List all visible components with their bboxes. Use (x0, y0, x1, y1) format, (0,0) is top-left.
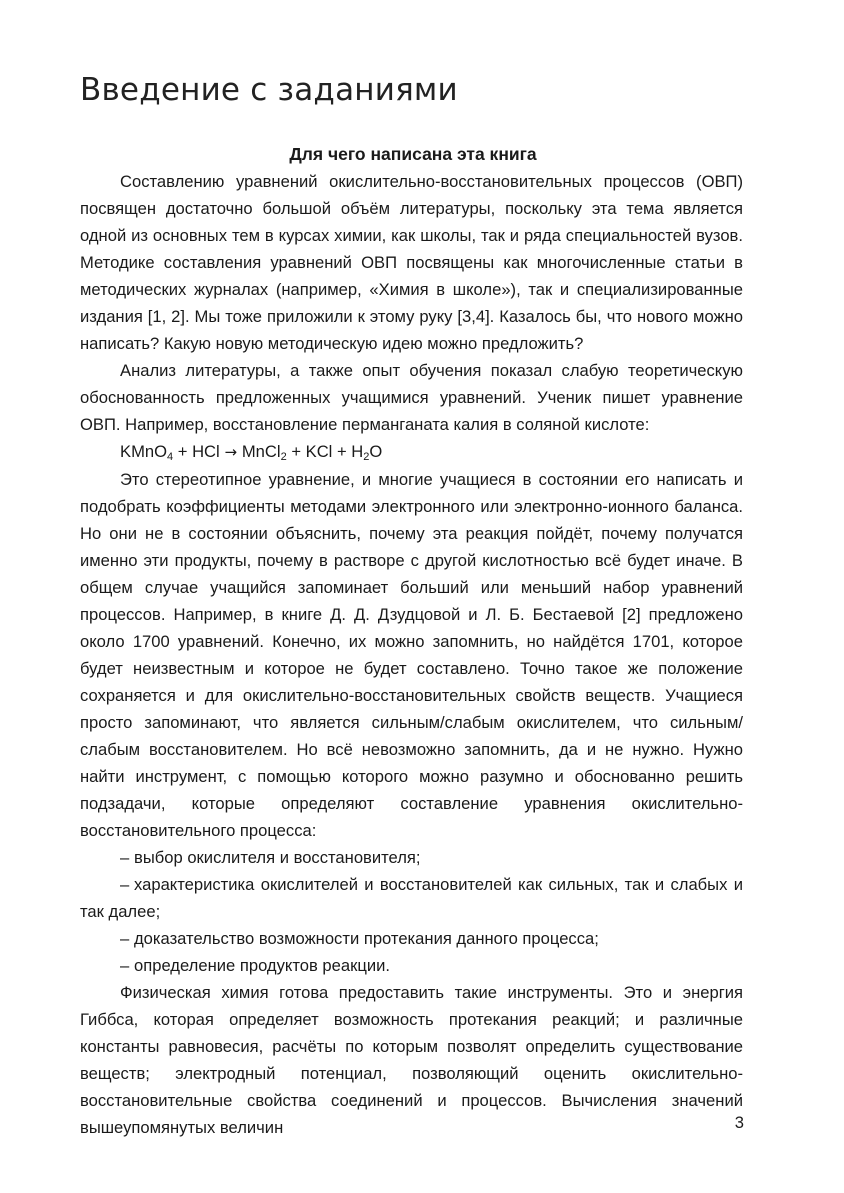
list-dash: – (120, 929, 130, 948)
list-item (80, 871, 743, 925)
paragraph-1: Составлению уравнений окислительно-восстановительных процессов (ОВП) посвящен достаточно большой объём литературы, поскольку эта тема является одной из основных тем в курсах химии, как школы, так и ряда специальностей вузов. Методике составления уравнений ОВП посвящены как многочисленные статьи в методических журналах (например, «Химия в школе»), так и специализированные издания [1, 2]. Мы тоже приложили к этому руку [3,4]. Казалось бы, что нового можно написать? Какую новую методическую идею можно предложить? (80, 172, 743, 353)
chemical-equation (80, 438, 743, 466)
eq-product-1: MnCl (241, 442, 281, 461)
list-item-text: доказательство возможности протекания данного процесса; (134, 929, 599, 948)
eq-plus-1: + (173, 442, 193, 461)
eq-product-3-b: O (369, 442, 383, 461)
eq-plus-2: + (286, 442, 306, 461)
eq-product-3-subscript: 2 (363, 451, 370, 463)
eq-product-1-subscript: 2 (280, 451, 287, 463)
eq-product-3-a: H (351, 442, 364, 461)
chapter-title: Введение с заданиями (80, 72, 458, 108)
page-content (80, 141, 743, 1141)
page-number: 3 (734, 1113, 744, 1132)
section-heading: Для чего написана эта книга (289, 144, 537, 164)
eq-product-2: KCl (305, 442, 333, 461)
list-item (80, 925, 743, 952)
eq-reactant-2: HCl (192, 442, 220, 461)
eq-reactant-1-subscript: 4 (167, 451, 174, 463)
eq-arrow: → (219, 443, 242, 461)
list-item (80, 952, 743, 979)
paragraph-4: Физическая химия готова предоставить такие инструменты. Это и энергия Гиббса, которая определяет возможность протекания реакций; и различные константы равновесия, расчёты по которым позволят определить существование веществ; электродный потенциал, позволяющий оценить окислительно-восстановительные свойства соединений и процессов. Вычисления значений вышеупомянутых величин (80, 983, 743, 1137)
list-item-text: определение продуктов реакции. (134, 956, 391, 975)
paragraph-3: Это стереотипное уравнение, и многие учащиеся в состоянии его написать и подобрать коэффициенты методами электронного или электронно-ионного баланса. Но они не в состоянии объяснить, почему эта реакция пойдёт, почему получатся именно эти продукты, почему в растворе с другой кислотностью всё будет иначе. В общем случае учащийся запоминает больший или меньший набор уравнений процессов. Например, в книге Д. Д. Дзудцовой и Л. Б. Бестаевой [2] предложено около 1700 уравнений. Конечно, их можно запомнить, но найдётся 1701, которое будет неизвестным и которое не будет составлено. Точно такое же положение сохраняется и для окислительно-восстановительных свойств веществ. Учащиеся просто запоминают, что является сильным/слабым окислителем, что сильным/слабым восстановителем. Но всё невозможно запомнить, да и не нужно. Нужно найти инструмент, с помощью которого можно разумно и обоснованно решить подзадачи, которые определяют составление уравнения окислительно-восстановительного процесса: (80, 470, 743, 840)
list-dash: – (120, 956, 130, 975)
paragraph-2: Анализ литературы, а также опыт обучения показал слабую теоретическую обоснованность предложенных учащимися уравнений. Ученик пишет уравнение ОВП. Например, восстановление перманганата калия в соляной кислоте: (80, 361, 743, 434)
list-dash: – (120, 875, 130, 894)
eq-plus-3: + (332, 442, 352, 461)
list-item-text: выбор окислителя и восстановителя; (134, 848, 421, 867)
eq-reactant-1: KMnO (120, 442, 168, 461)
list-dash: – (120, 848, 130, 867)
list-item-text: характеристика окислителей и восстановителей как сильных, так и слабых и так далее; (80, 875, 743, 921)
list-item (80, 844, 743, 871)
